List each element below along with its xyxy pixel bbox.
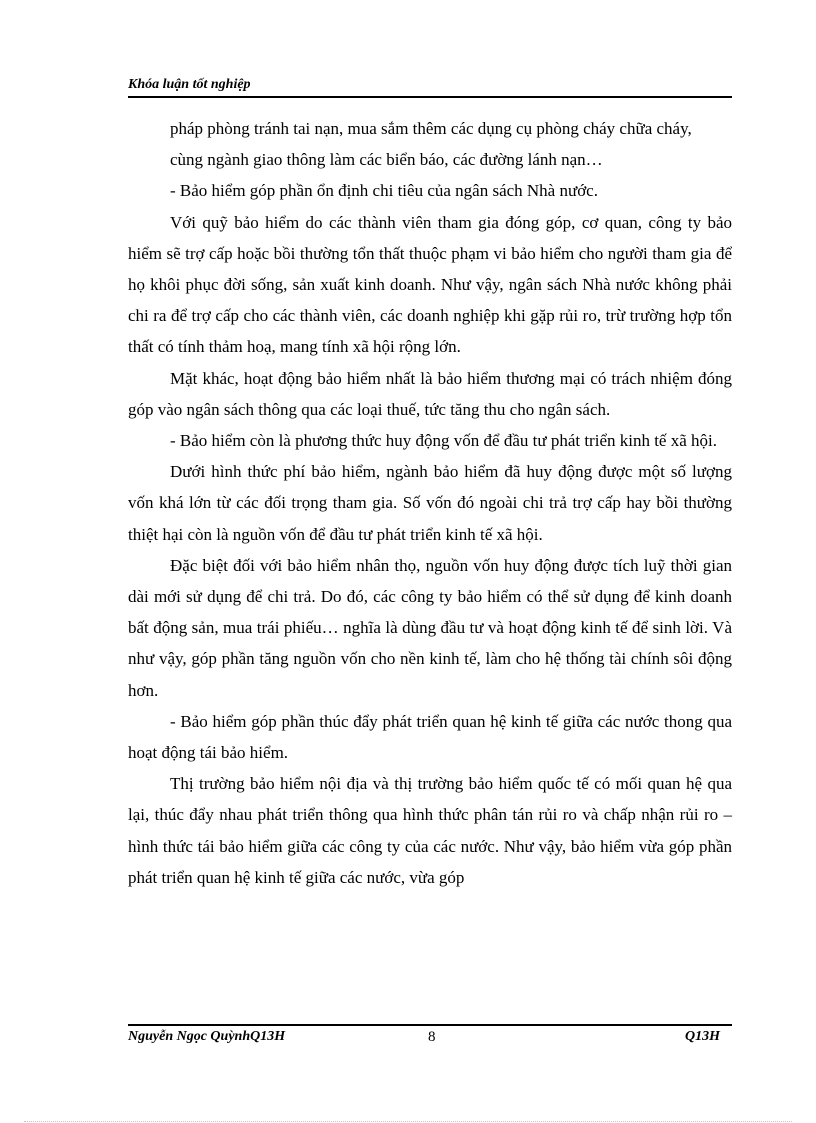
paragraph: Dưới hình thức phí bảo hiểm, ngành bảo hiểm đã huy động được một số lượng vốn khá lớn từ các đối trọng tham gia. Số vốn đó ngoài chi trả trợ cấp hay bồi thường thiệt hại còn là nguồn vốn để đầu tư phát triển kinh tế xã hội. xyxy=(128,462,732,544)
paragraph: Đặc biệt đối với bảo hiểm nhân thọ, nguồn vốn huy động được tích luỹ thời gian dài mới sử dụng để chi trả. Do đó, các công ty bảo hiểm có thể sử dụng để kinh doanh bất động sản, mua trái phiếu… nghĩa là dùng đầu tư và hoạt động kinh tế để sinh lời. Và như vậy, góp phần tăng nguồn vốn cho nền kinh tế, làm cho hệ thống tài chính sôi động hơn. xyxy=(128,555,732,700)
paragraph: - Bảo hiểm góp phần thúc đẩy phát triển quan hệ kinh tế giữa các nước thong qua hoạt động tái bảo hiểm. xyxy=(128,711,732,763)
page-footer xyxy=(128,1028,732,1048)
page-header xyxy=(128,76,732,98)
paragraph: - Bảo hiểm còn là phương thức huy động vốn để đầu tư phát triển kinh tế xã hội. xyxy=(170,431,717,451)
footer-class-code: Q13H xyxy=(685,1029,720,1044)
paragraph: Thị trường bảo hiểm nội địa và thị trường bảo hiểm quốc tế có mối quan hệ qua lại, thúc đẩy nhau phát triển thông qua hình thức phân tán rủi ro và chấp nhận rủi ro – hình thức tái bảo hiểm giữa các công ty của các nước. Như vậy, bảo hiểm vừa góp phần phát triển quan hệ kinh tế giữa các nước, vừa góp xyxy=(128,774,732,887)
paragraph: - Bảo hiểm góp phần ổn định chi tiêu của ngân sách Nhà nước. xyxy=(170,181,598,201)
header-rule xyxy=(128,96,732,98)
document-body xyxy=(128,113,732,893)
paragraph: pháp phòng tránh tai nạn, mua sắm thêm các dụng cụ phòng cháy chữa cháy, xyxy=(170,119,692,138)
page-bottom-border xyxy=(24,1121,792,1122)
paragraph: Mặt khác, hoạt động bảo hiểm nhất là bảo hiểm thương mại có trách nhiệm đóng góp vào ngân sách thông qua các loại thuế, tức tăng thu cho ngân sách. xyxy=(128,368,732,419)
footer-rule xyxy=(128,1024,732,1026)
paragraph: Với quỹ bảo hiểm do các thành viên tham gia đóng góp, cơ quan, công ty bảo hiểm sẽ trợ cấp hoặc bồi thường tổn thất thuộc phạm vi bảo hiểm cho người tham gia để họ khôi phục đời sống, sản xuất kinh doanh. Như vậy, ngân sách Nhà nước không phải chi ra để trợ cấp cho các thành viên, các doanh nghiệp khi gặp rủi ro, trừ trường hợp tổn thất có tính thảm hoạ, mang tính xã hội rộng lớn. xyxy=(128,212,732,357)
header-title: Khóa luận tốt nghiệp xyxy=(128,77,251,92)
footer-author: Nguyễn Ngọc QuỳnhQ13H xyxy=(128,1029,286,1044)
paragraph: cùng ngành giao thông làm các biển báo, các đường lánh nạn… xyxy=(170,150,603,170)
page-number: 8 xyxy=(428,1029,436,1045)
